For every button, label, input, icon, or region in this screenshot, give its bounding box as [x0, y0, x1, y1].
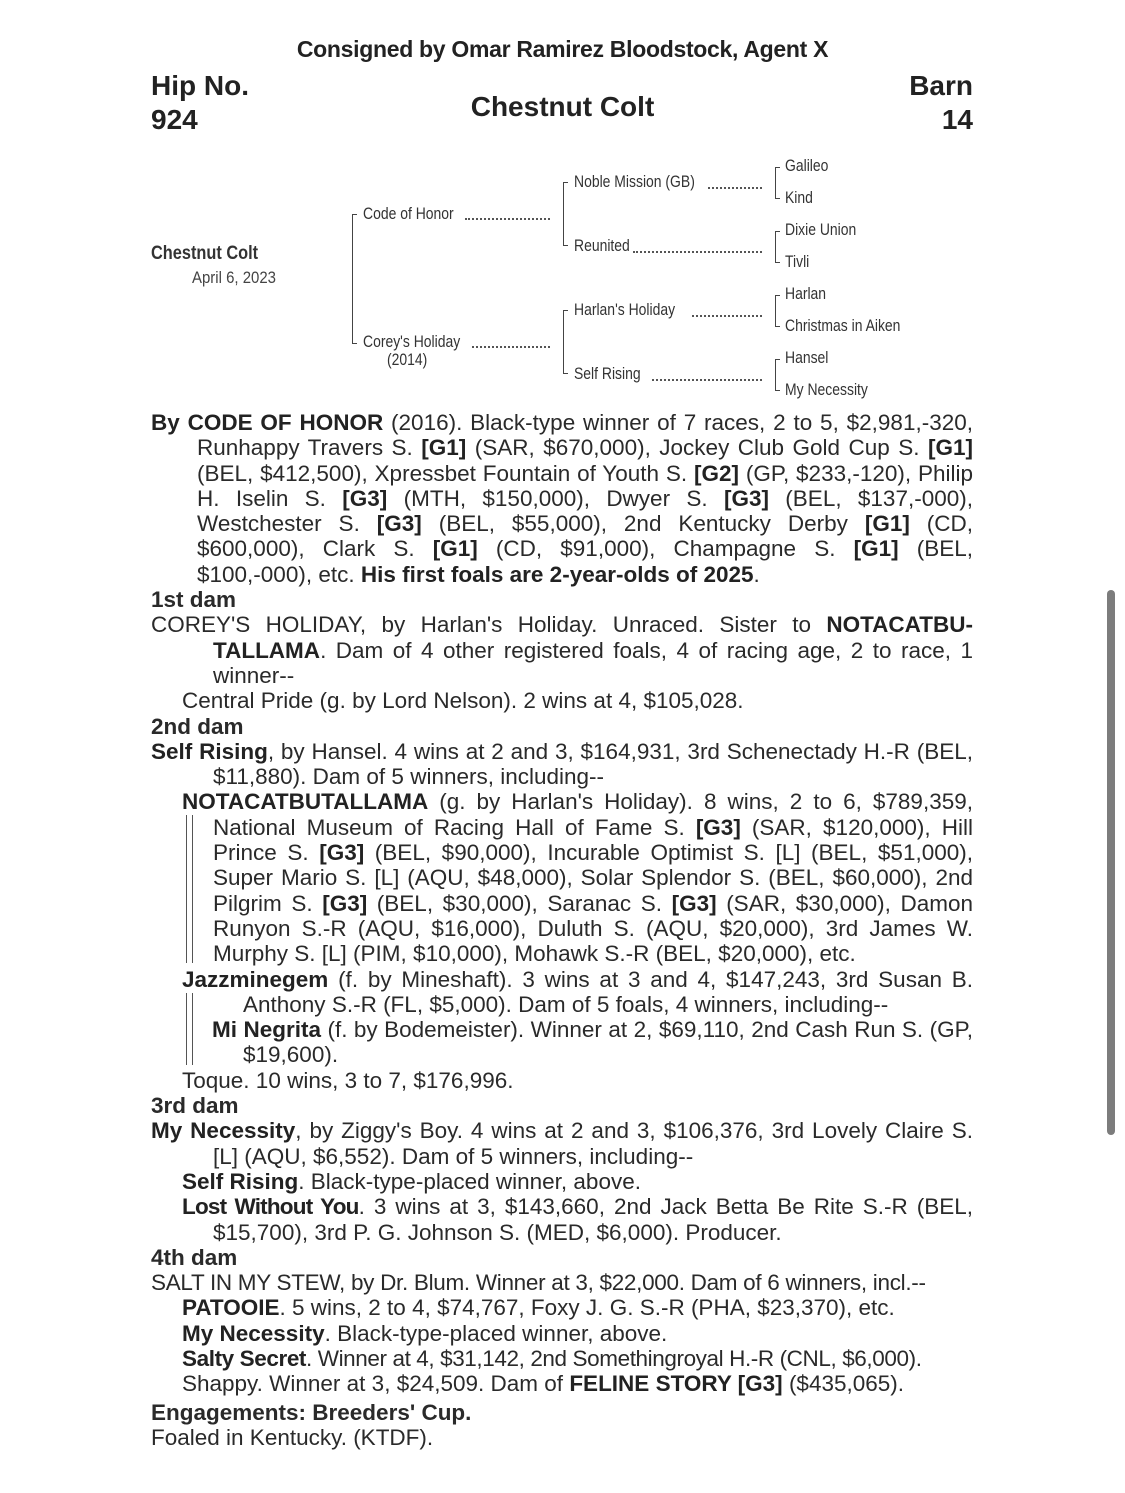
sibling-bold: NOTACATBU-TALLAMA [213, 612, 973, 663]
ancestor-name: My Necessity [785, 380, 868, 399]
text: (BEL, $30,000), Saranac S. [367, 890, 672, 916]
text: (BEL, $90,000), Incurable Optimist S. [L] (BEL, $51,000), Super Mario S. [L] (AQU, $48,000), Solar Splendor S. (BEL, $60,000), 2nd Pilgrim S. [213, 840, 973, 916]
bracket-tick [563, 245, 568, 246]
foal-entry [151, 1194, 973, 1245]
text: (BEL, $412,500), Xpressbet Fountain of Youth S. [197, 460, 694, 486]
leader-dots [633, 251, 762, 253]
foal-name-bold: Lost Without You [182, 1194, 359, 1220]
produce-bar [186, 993, 187, 1065]
second-dam-paragraph [151, 739, 973, 790]
grade-badge: [G3] [695, 814, 741, 840]
bracket-tick [775, 262, 780, 263]
grade-badge: [G3] [723, 485, 769, 511]
foal-name-bold: Self Rising [182, 1168, 299, 1194]
leader-dots [708, 187, 762, 189]
leader-dots [465, 218, 550, 220]
text: Shappy. Winner at 3, $24,509. Dam of [182, 1371, 570, 1397]
sire-name: Code of Honor [363, 204, 454, 223]
text: (BEL, $55,000), 2nd Kentucky Derby [421, 511, 865, 537]
text: (f. by Bodemeister). Winner at 2, $69,110, 2nd Cash Run S. (GP, $19,600). [243, 1017, 973, 1068]
text: (GP, $233,-120), Philip H. Iselin S. [197, 460, 973, 511]
barn-label: Barn [909, 70, 973, 101]
consignor-line: Consigned by Omar Ramirez Bloodstock, Agent X [296, 36, 829, 62]
bracket-tick [352, 343, 357, 344]
bracket-tick [775, 390, 780, 391]
fourth-dam-paragraph: SALT IN MY STEW, by Dr. Blum. Winner at 3, $22,000. Dam of 6 winners, incl.-- [151, 1270, 926, 1296]
foal-entry [151, 1169, 973, 1194]
text: , by Hansel. 4 wins at 2 and 3, $164,931, 3rd Schenectady H.-R (BEL, $11,880). Dam of 5 winners, including-- [213, 738, 973, 790]
third-dam-paragraph [151, 1118, 973, 1169]
hip-number: 924 [151, 104, 198, 135]
sire-paragraph [151, 410, 973, 587]
produce-bar [192, 993, 193, 1065]
text: , by Ziggy's Boy. 4 wins at 2 and 3, $106,376, 3rd Lovely Claire S. [L] (AQU, $6,552). Dam of 5 winners, including-- [213, 1118, 973, 1169]
text: (MTH, $150,000), Dwyer S. [387, 485, 724, 511]
text: . Winner at 4, $31,142, 2nd Somethingroyal H.-R (CNL, $6,000). [306, 1345, 922, 1371]
vertical-scrollbar[interactable] [1107, 590, 1115, 1135]
foaling-date: April 6, 2023 [192, 268, 276, 287]
text: (BEL, $100,-000), etc. [197, 536, 973, 587]
grade-badge: [G2] [694, 460, 739, 486]
foal-name-bold: PATOOIE [182, 1295, 280, 1321]
bracket-line [775, 359, 776, 391]
leader-dots [692, 315, 762, 317]
text: (g. by Harlan's Holiday). 8 wins, 2 to 6, $789,359, National Museum of Racing Hall of Fame S. [213, 789, 973, 840]
stakes-winner-bold: FELINE STORY [G3] [569, 1371, 783, 1397]
foal-entry [151, 789, 973, 966]
bracket-tick [563, 373, 568, 374]
sire-name-bold: By CODE OF HONOR [151, 410, 384, 435]
foal-entry [151, 1295, 973, 1320]
sire-sire-name: Noble Mission (GB) [574, 172, 695, 191]
text: (f. by Mineshaft). 3 wins at 3 and 4, $147,243, 3rd Susan B. Anthony S.-R (FL, $5,000). Dam of 5 foals, 4 winners, including-- [243, 966, 973, 1017]
foal-name-bold: Jazzminegem [182, 966, 329, 992]
dam-dam-name: Self Rising [574, 364, 641, 383]
text: (SAR, $670,000), Jockey Club Gold Cup S. [466, 435, 929, 461]
text: . 3 wins at 3, $143,660, 2nd Jack Betta Be Rite S.-R (BEL, $15,700), 3rd P. G. Johnson S. (MED, $6,000). Producer. [213, 1194, 974, 1245]
foal-entry [151, 1321, 973, 1346]
page-title: Chestnut Colt [470, 91, 655, 122]
text: . Black-type-placed winner, above. [324, 1320, 668, 1346]
ancestor-name: Harlan [785, 284, 827, 303]
catalog-body [151, 410, 973, 1450]
foal-entry [151, 1346, 973, 1371]
leader-dots [472, 346, 550, 348]
text: . Black-type-placed winner, above. [298, 1168, 641, 1194]
text: . 5 wins, 2 to 4, $74,767, Foxy J. G. S.-R (PHA, $23,370), etc. [279, 1295, 895, 1321]
foaled-in: Foaled in Kentucky. (KTDF). [151, 1424, 434, 1450]
grade-badge: [G1] [864, 511, 910, 537]
subject-name: Chestnut Colt [151, 243, 259, 264]
bracket-tick [775, 198, 780, 199]
ancestor-name: Kind [785, 188, 813, 207]
foal-entry [151, 967, 973, 1018]
bracket-line [563, 310, 564, 374]
bracket-line [563, 182, 564, 246]
third-dam-heading: 3rd dam [151, 1093, 239, 1119]
ancestor-name: Dixie Union [785, 220, 857, 239]
text: COREY'S HOLIDAY, by Harlan's Holiday. Unraced. Sister to [151, 612, 827, 638]
second-dam-heading: 2nd dam [151, 713, 244, 739]
foal-name-bold: Salty Secret [182, 1345, 307, 1371]
text: ($435,065). [782, 1371, 905, 1397]
dam-name-bold: Self Rising [151, 738, 268, 764]
engagements: Engagements: Breeders' Cup. [151, 1399, 472, 1425]
bracket-tick [775, 167, 780, 168]
hip-label: Hip No. [151, 70, 249, 101]
ancestor-name: Christmas in Aiken [785, 316, 901, 335]
sire-dam-name: Reunited [574, 236, 630, 255]
text: (2016). Black-type winner of 7 races, 2 to 5, $2,981,-320, Runhappy Travers S. [197, 410, 973, 461]
foal-entry: Toque. 10 wins, 3 to 7, $176,996. [182, 1067, 514, 1093]
text: (SAR, $30,000), Damon Runyon S.-R (AQU, $16,000), Duluth S. (AQU, $20,000), 3rd James W. Murphy S. [L] (PIM, $10,000), Mohawk S.-R (BEL, $20,000), etc. [213, 890, 973, 967]
bracket-tick [563, 310, 568, 311]
foal-entry-group [151, 967, 973, 1068]
text: (CD, $91,000), Champagne S. [477, 536, 854, 562]
foal-entry [151, 1371, 973, 1396]
text: (SAR, $120,000), Hill Prince S. [213, 814, 973, 866]
bracket-tick [775, 295, 780, 296]
foal-name-bold: NOTACATBUTALLAMA [182, 789, 429, 815]
foal-name-bold: Mi Negrita [212, 1017, 321, 1043]
bracket-line [352, 214, 353, 344]
bracket-tick [352, 214, 357, 215]
dam-name-bold: My Necessity [151, 1118, 296, 1144]
text: . [753, 561, 760, 587]
produce-bar [192, 815, 193, 963]
grade-badge: [G3] [319, 840, 365, 866]
foal-name-bold: My Necessity [182, 1320, 325, 1346]
bracket-line [775, 231, 776, 263]
grade-badge: [G3] [342, 485, 388, 511]
fourth-dam-heading: 4th dam [151, 1244, 238, 1270]
bracket-line [775, 167, 776, 199]
leader-dots [652, 379, 762, 381]
grade-badge: [G1] [432, 536, 478, 562]
grade-badge: [G3] [671, 890, 717, 916]
bracket-tick [775, 326, 780, 327]
grade-badge: [G3] [322, 890, 368, 916]
grade-badge: [G1] [928, 435, 974, 461]
dam-year: (2014) [387, 350, 428, 369]
grandfoal-entry [151, 1017, 973, 1068]
bracket-tick [775, 359, 780, 360]
ancestor-name: Tivli [785, 252, 810, 271]
text: . Dam of 4 other registered foals, 4 of racing age, 2 to race, 1 winner-- [213, 637, 973, 688]
ancestor-name: Galileo [785, 156, 829, 175]
produce-bar [186, 815, 187, 963]
bracket-line [775, 295, 776, 327]
grade-badge: [G1] [853, 536, 899, 562]
text: (CD, $600,000), Clark S. [197, 511, 974, 562]
first-dam-paragraph [151, 612, 973, 688]
barn-number: 14 [941, 104, 973, 135]
ancestor-name: Hansel [785, 348, 829, 367]
dam-name: Corey's Holiday [363, 332, 461, 351]
first-dam-heading: 1st dam [151, 587, 237, 613]
bracket-tick [775, 231, 780, 232]
text: (BEL, $137,-000), Westchester S. [197, 485, 973, 537]
foal-entry: Central Pride (g. by Lord Nelson). 2 wins at 4, $105,028. [182, 688, 744, 714]
grade-badge: [G1] [421, 435, 467, 461]
dam-sire-name: Harlan's Holiday [574, 300, 676, 319]
bracket-tick [563, 182, 568, 183]
first-foals-note: His first foals are 2-year-olds of 2025 [360, 561, 754, 587]
grade-badge: [G3] [376, 511, 422, 537]
